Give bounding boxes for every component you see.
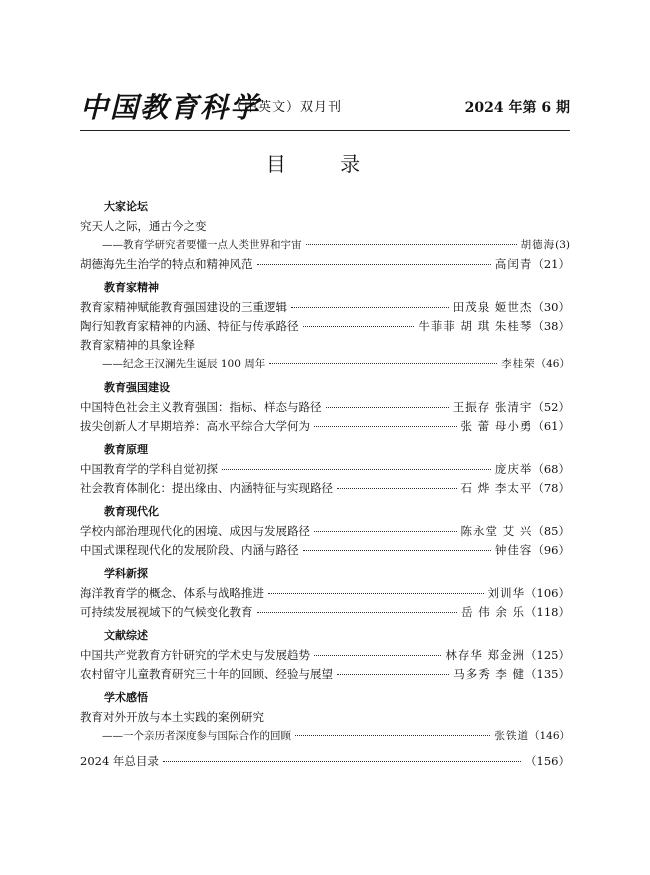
journal-header [80, 90, 570, 126]
toc-entry[interactable] [80, 603, 570, 621]
entry-author: 庞庆举 [494, 462, 533, 476]
entry-page: （30） [532, 300, 570, 314]
header-divider [80, 130, 570, 131]
entry-page: （46） [535, 358, 570, 370]
toc-entry[interactable] [80, 417, 570, 435]
entry-author: 高闰青 [494, 257, 533, 271]
entry-author: 李桂荣 [501, 358, 536, 370]
entry-title: 农村留守儿童教育研究三十年的回顾、经验与展望 [80, 667, 333, 681]
leader-dots [291, 307, 449, 308]
entry-title: 教育家精神赋能教育强国建设的三重逻辑 [80, 300, 287, 314]
leader-dots [326, 407, 449, 408]
section-heading: 教育现代化 [104, 505, 159, 518]
entry-author: 石 烨 李太平 [460, 481, 533, 495]
entry-title: 可持续发展视域下的气候变化教育 [80, 605, 253, 619]
entry-title: 2024 年总目录 [80, 754, 159, 768]
toc-entry[interactable] [80, 317, 570, 335]
entry-title: 中国式课程现代化的发展阶段、内涵与路径 [80, 543, 299, 557]
toc-entry[interactable] [80, 708, 570, 726]
entry-page: （78） [532, 481, 570, 495]
toc-entry[interactable] [80, 398, 570, 416]
entry-title: 社会教育体制化：提出缘由、内涵特征与实现路径 [80, 481, 333, 495]
leader-dots [314, 531, 457, 532]
entry-page: （61） [532, 419, 570, 433]
leader-dots [337, 488, 457, 489]
entry-author: 马多秀 李 健 [453, 667, 526, 681]
entry-page: （146） [528, 730, 570, 742]
entry-author: 张 蕾 母小勇 [460, 419, 533, 433]
entry-page: (3) [555, 239, 570, 251]
leader-dots [303, 550, 491, 551]
entry-title: 教育对外开放与本土实践的案例研究 [80, 710, 264, 724]
leader-dots [222, 469, 491, 470]
toc-entry[interactable] [80, 646, 570, 664]
entry-page: （125） [525, 648, 570, 662]
issue-number: 2024 年第 6 期 [464, 100, 570, 116]
entry-author: 岳 伟 余 乐 [461, 605, 526, 619]
toc-entry[interactable] [102, 355, 570, 373]
entry-title: 陶行知教育家精神的内涵、特征与传承路径 [80, 319, 299, 333]
entry-author: 胡德海 [520, 239, 556, 251]
toc-entry[interactable] [80, 541, 570, 559]
leader-dots [163, 761, 521, 762]
entry-title: 海洋教育学的概念、体系与战略推进 [80, 586, 264, 600]
section-heading: 教育原理 [104, 443, 148, 456]
leader-dots [314, 426, 457, 427]
leader-dots [306, 244, 517, 245]
entry-page: （118） [525, 605, 570, 619]
toc-entry[interactable] [80, 298, 570, 316]
entry-author: 钟佳容 [494, 543, 533, 557]
section-heading: 学科新探 [104, 567, 148, 580]
entry-page: （96） [532, 543, 570, 557]
journal-title: 中国教育科学 [80, 91, 261, 124]
entry-page: （135） [525, 667, 570, 681]
entry-author: 张铁道 [494, 730, 529, 742]
entry-author: 刘训华 [487, 586, 526, 600]
leader-dots [295, 735, 490, 736]
section-heading: 教育家精神 [104, 281, 159, 294]
toc-entry[interactable] [80, 665, 570, 683]
entry-title: 中国教育学的学科自觉初探 [80, 462, 218, 476]
entry-page: （68） [532, 462, 570, 476]
leader-dots [269, 363, 497, 364]
leader-dots [257, 612, 458, 613]
toc-entry[interactable] [102, 236, 570, 254]
entry-title: ——纪念王汉澜先生诞辰 100 周年 [102, 358, 266, 370]
toc-entry-annual-index[interactable] [80, 752, 570, 770]
entry-title: 中国特色社会主义教育强国：指标、样态与路径 [80, 400, 322, 414]
entry-title: 教育家精神的具象诠释 [80, 338, 195, 352]
entry-author: 陈永堂 艾 兴 [460, 524, 533, 538]
entry-title: ——一个亲历者深度参与国际合作的回顾 [102, 730, 291, 742]
toc-entry[interactable] [80, 584, 570, 602]
leader-dots [257, 264, 491, 265]
leader-dots [314, 655, 441, 656]
entry-title: 究天人之际，通古今之变 [80, 219, 207, 233]
section-heading: 文献综述 [104, 629, 148, 642]
entry-author: 林存华 郑金洲 [445, 648, 526, 662]
entry-page: （156） [525, 754, 570, 768]
entry-title: ——教育学研究者要懂一点人类世界和宇宙 [102, 239, 302, 251]
journal-subtitle: （中英文）双月刊 [230, 100, 343, 115]
entry-title: 中国共产党教育方针研究的学术史与发展趋势 [80, 648, 310, 662]
toc-entry[interactable] [80, 255, 570, 273]
entry-page: （85） [532, 524, 570, 538]
entry-title: 学校内部治理现代化的困境、成因与发展路径 [80, 524, 310, 538]
page-title: 目 录 [265, 152, 385, 176]
toc-entry[interactable] [80, 460, 570, 478]
section-heading: 大家论坛 [104, 200, 148, 213]
entry-page: （38） [532, 319, 570, 333]
section-heading: 教育强国建设 [104, 381, 170, 394]
toc-entry[interactable] [80, 336, 570, 354]
entry-page: （106） [525, 586, 570, 600]
entry-title: 胡德海先生治学的特点和精神风范 [80, 257, 253, 271]
entry-author: 王振存 张清宇 [452, 400, 533, 414]
entry-author: 牛菲菲 胡 琪 朱桂琴 [418, 319, 533, 333]
entry-title: 拔尖创新人才早期培养：高水平综合大学何为 [80, 419, 310, 433]
toc-entry[interactable] [80, 522, 570, 540]
leader-dots [303, 326, 415, 327]
entry-page: （52） [532, 400, 570, 414]
toc-entry[interactable] [102, 727, 570, 745]
leader-dots [268, 593, 484, 594]
leader-dots [337, 674, 449, 675]
entry-author: 田茂泉 姬世杰 [452, 300, 533, 314]
entry-page: （21） [532, 257, 570, 271]
toc-entry[interactable] [80, 217, 570, 235]
section-heading: 学术感悟 [104, 691, 148, 704]
toc-entry[interactable] [80, 479, 570, 497]
